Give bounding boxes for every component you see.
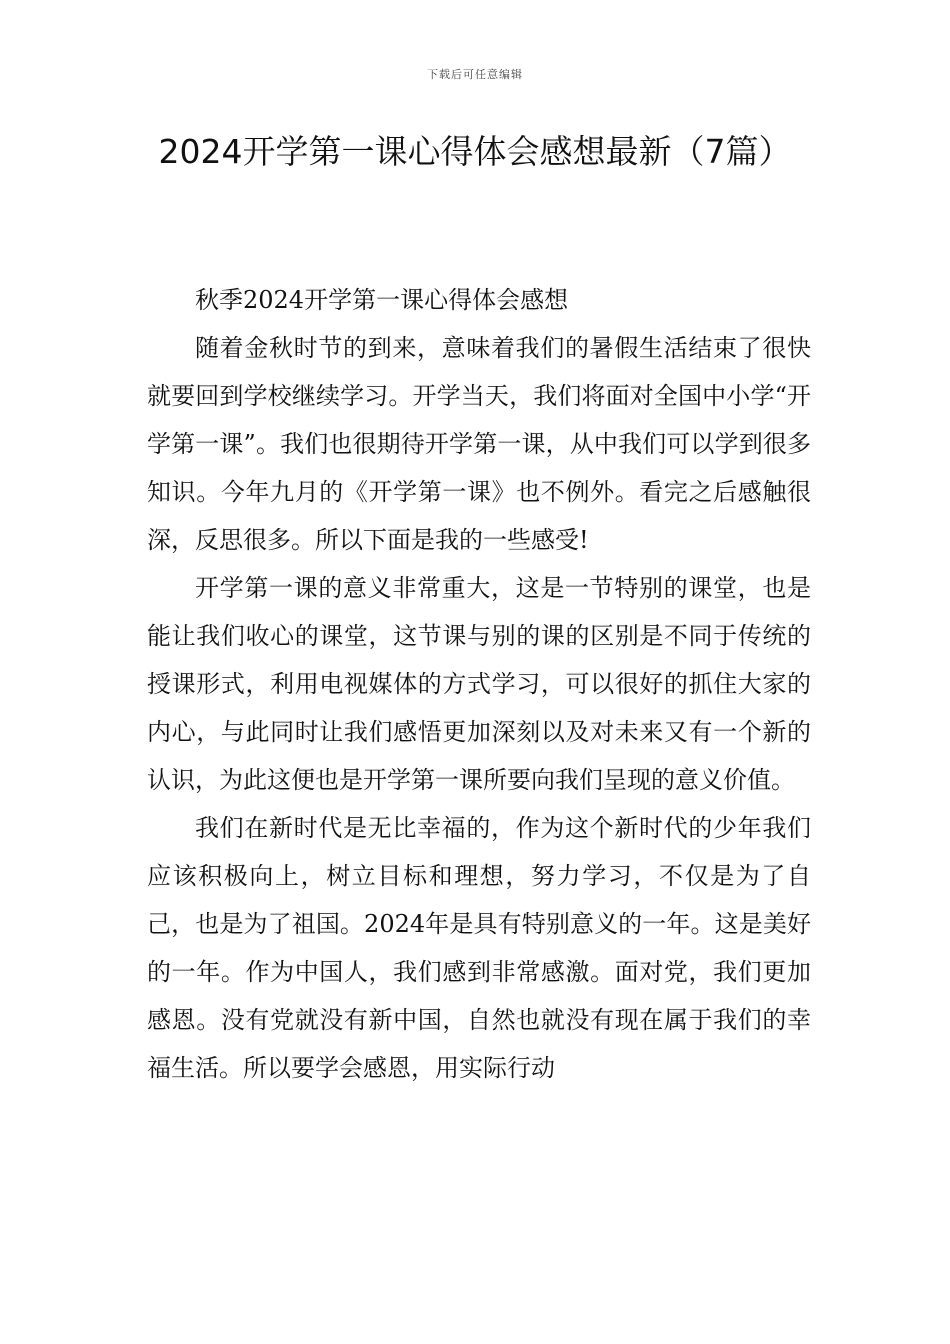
paragraph: 开学第一课的意义非常重大，这是一节特别的课堂，也是能让我们收心的课堂，这节课与别的课的区别是不同于传统的授课形式，利用电视媒体的方式学习，可以很好的抓住大家的内心，与此同时让我们感悟更加深刻以及对未来又有一个新的认识，为此这便也是开学第一课所要向我们呈现的意义价值。	[147, 574, 811, 794]
document-body	[147, 276, 811, 1092]
paragraph: 我们在新时代是无比幸福的，作为这个新时代的少年我们应该积极向上，树立目标和理想，努力学习，不仅是为了自己，也是为了祖国。2024年是具有特别意义的一年。这是美好的一年。作为中国人，我们感到非常感激。面对党，我们更加感恩。没有党就没有新中国，自然也就没有现在属于我们的幸福生活。所以要学会感恩，用实际行动	[147, 814, 811, 1082]
paragraph: 随着金秋时节的到来，意味着我们的暑假生活结束了很快就要回到学校继续学习。开学当天，我们将面对全国中小学“开学第一课”。我们也很期待开学第一课，从中我们可以学到很多知识。今年九月的《开学第一课》也不例外。看完之后感触很深，反思很多。所以下面是我的一些感受!	[147, 334, 811, 554]
paragraph-subtitle: 秋季2024开学第一课心得体会感想	[195, 286, 569, 314]
document-title: 2024开学第一课心得体会感想最新（7篇）	[158, 132, 792, 171]
header-note: 下载后可任意编辑	[427, 68, 523, 81]
